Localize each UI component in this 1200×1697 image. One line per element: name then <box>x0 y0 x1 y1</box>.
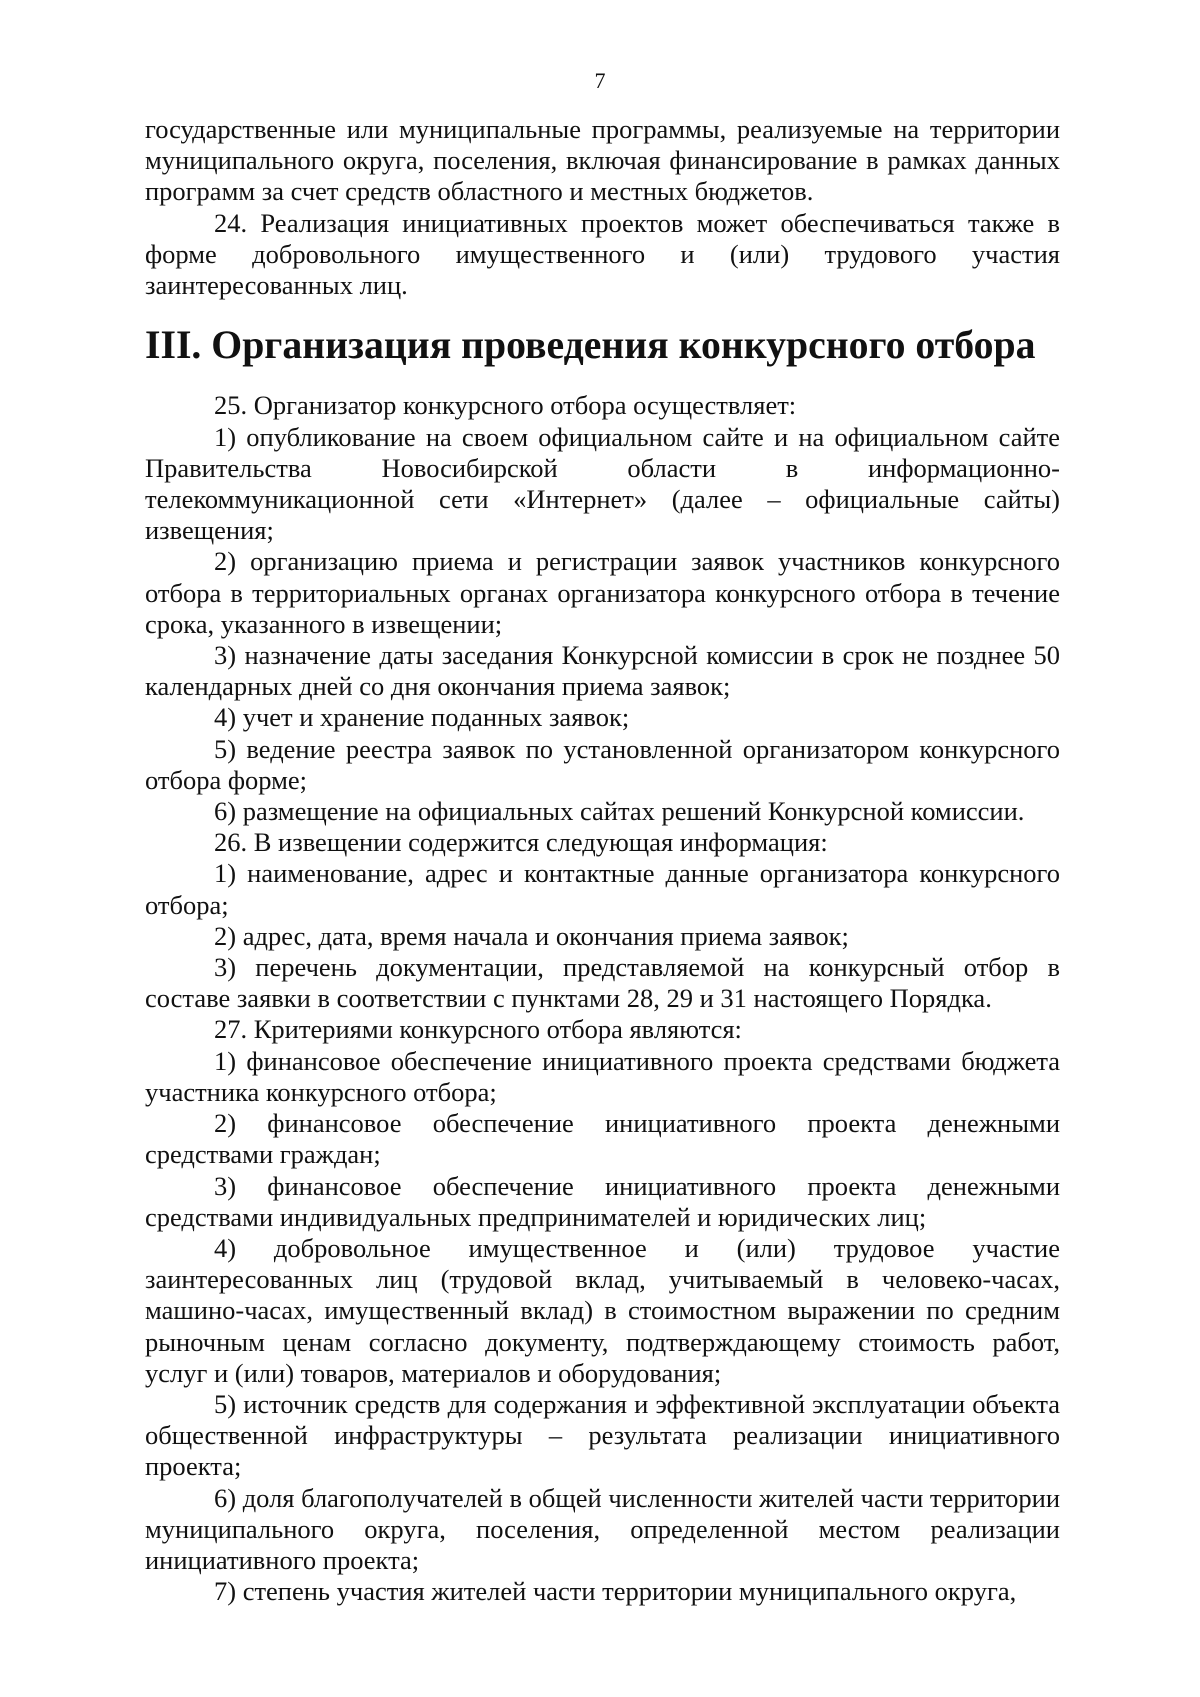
document-body <box>145 114 1060 1607</box>
paragraph: 5) источник средств для содержания и эффективной эксплуатации объекта общественной инфраструктуры – результата реализации инициативного проекта; <box>145 1388 1060 1482</box>
paragraph: 3) перечень документации, представляемой на конкурсный отбор в составе заявки в соответствии с пунктами 28, 29 и 31 настоящего Порядка. <box>145 952 1060 1014</box>
section-heading: III. Организация проведения конкурсного отбора <box>145 323 1036 368</box>
paragraph: 6) доля благополучателей в общей численности жителей части территории муниципального округа, поселения, определенной местом реализации инициативного проекта; <box>145 1482 1060 1575</box>
paragraph: 4) добровольное имущественное и (или) трудовое участие заинтересованных лиц (трудовой вклад, учитываемый в человеко-часах, машино-часах, имущественный вклад) в стоимостном выражении по средним рыночным ценам согласно документу, подтверждающему стоимость работ, услуг и (или) товаров, материалов и оборудования; <box>145 1232 1060 1388</box>
paragraph: 2) организацию приема и регистрации заявок участников конкурсного отбора в территориальных органах организатора конкурсного отбора в течение срока, указанного в извещении; <box>145 546 1060 639</box>
paragraph: 7) степень участия жителей части территории муниципального округа, <box>214 1576 1017 1607</box>
paragraph: 3) назначение даты заседания Конкурсной комиссии в срок не позднее 50 календарных дней со дня окончания приема заявок; <box>145 640 1060 702</box>
paragraph: 2) адрес, дата, время начала и окончания приема заявок; <box>214 920 849 951</box>
paragraph: 6) размещение на официальных сайтах решений Конкурсной комиссии. <box>214 796 1025 827</box>
paragraphs-after-heading <box>145 390 1060 1607</box>
paragraph: 5) ведение реестра заявок по установленной организатором конкурсного отбора форме; <box>145 733 1060 795</box>
paragraph: 1) финансовое обеспечение инициативного проекта средствами бюджета участника конкурсного отбора; <box>145 1045 1060 1107</box>
paragraph: 1) опубликование на своем официальном сайте и на официальном сайте Правительства Новосибирской области в информационно-телекоммуникационной сети «Интернет» (далее – официальные сайты) извещения; <box>145 421 1060 546</box>
paragraph: 2) финансовое обеспечение инициативного проекта денежными средствами граждан; <box>145 1108 1060 1170</box>
paragraph: 26. В извещении содержится следующая информация: <box>214 827 828 858</box>
paragraph: 24. Реализация инициативных проектов может обеспечиваться также в форме добровольного имущественного и (или) трудового участия заинтересованных лиц. <box>145 207 1060 301</box>
paragraph: 4) учет и хранение поданных заявок; <box>214 702 630 733</box>
paragraph: 1) наименование, адрес и контактные данные организатора конкурсного отбора; <box>145 858 1060 920</box>
paragraph: 3) финансовое обеспечение инициативного проекта денежными средствами индивидуальных предпринимателей и юридических лиц; <box>145 1170 1060 1232</box>
paragraph: 25. Организатор конкурсного отбора осуществляет: <box>214 390 797 421</box>
paragraphs-before-heading <box>145 114 1060 301</box>
paragraph: 27. Критериями конкурсного отбора являются: <box>214 1014 742 1045</box>
paragraph: государственные или муниципальные программы, реализуемые на территории муниципального округа, поселения, включая финансирование в рамках данных программ за счет средств областного и местных бюджетов. <box>145 114 1060 207</box>
page-number: 7 <box>594 68 606 93</box>
